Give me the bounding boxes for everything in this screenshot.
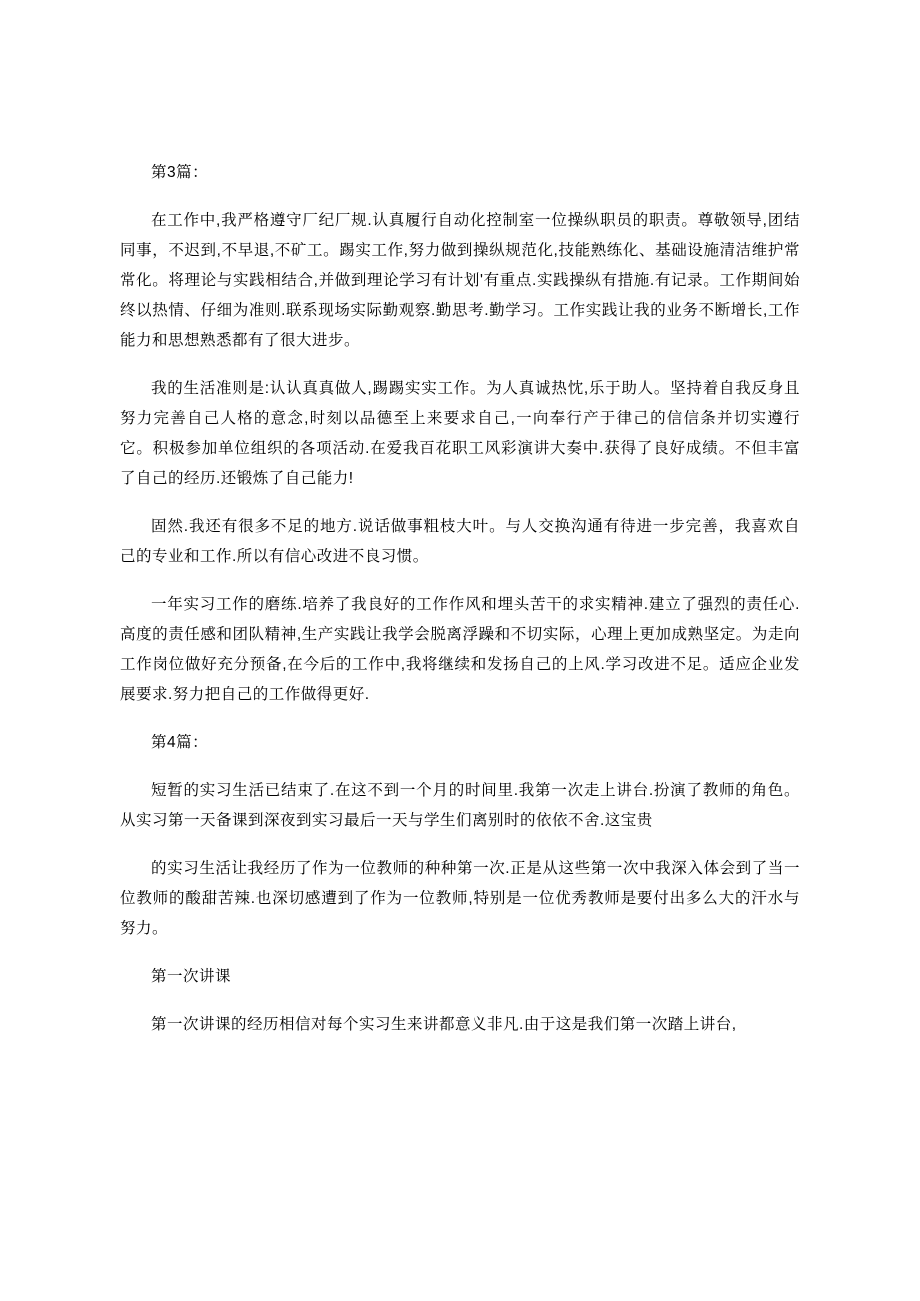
paragraph-first-lecture: 第一次讲课的经历相信对每个实习生来讲都意义非凡.由于这是我们第一次踏上讲台,: [151, 1016, 737, 1033]
paragraph-teaching-experience: 的实习生活让我经历了作为一位教师的种种第一次.正是从这些第一次中我深入体会到了当一位教师的酸甜苦辣.也深切感遭到了作为一位教师,特别是一位优秀教师是要付出多么大的汗水与努力。: [120, 860, 800, 937]
section-4-heading: 第4篇：: [151, 734, 209, 751]
paragraph-life-principles: 我的生活准则是:认认真真做人,踢踢实实工作。为人真诚热忱,乐于助人。坚持着自我反身且努力完善自己人格的意念,时刻以品德至上来要求自己,一向奉行产于律己的信信条并切实遵行它。积极参加单位组织的各项活动.在爱我百花职工风彩演讲大奏中.获得了良好成绩。不但丰富了自己的经历.还锻炼了自己能力!: [120, 380, 800, 487]
paragraph-teaching-internship: 短暂的实习生活已结束了.在这不到一个月的时间里.我第一次走上讲台.扮演了教师的角色。从实习第一天备课到深夜到实习最后一天与学生们离别时的依依不舍.这宝贵: [120, 782, 800, 829]
paragraph-work-duties: 在工作中,我严格遵守厂纪厂规.认真履行自动化控制室一位操纵职员的职责。尊敬领导,团结同事，不迟到,不早退,不矿工。踢实工作,努力做到操纵规范化,技能熟练化、基础设施清洁维护常常化。将理论与实践相结合,并做到理论学习有计划'有重点.实践操纵有措施.有记录。工作期间始终以热情、仔细为准则.联系现场实际勤观察.勤思考.勤学习。工作实践让我的业务不断增长,工作能力和思想熟悉都有了很大进步。: [120, 212, 800, 349]
paragraph-shortcomings: 固然.我还有很多不足的地方.说话做事粗枝大叶。与人交换沟通有待进一步完善，我喜欢自己的专业和工作.所以有信心改进不良习惯。: [120, 518, 800, 565]
subsection-first-lecture-heading: 第一次讲课: [151, 968, 232, 985]
paragraph-internship-training: 一年实习工作的磨练.培养了我良好的工作作风和埋头苦干的求实精神.建立了强烈的责任心.高度的责任感和团队精神,生产实践让我学会脱离浮躁和不切实际，心理上更加成熟坚定。为走向工作岗位做好充分预备,在今后的工作中,我将继续和发扬自己的上风.学习改进不足。适应企业发展要求.努力把自己的工作做得更好.: [120, 596, 800, 703]
section-3-heading: 第3篇：: [151, 164, 209, 181]
